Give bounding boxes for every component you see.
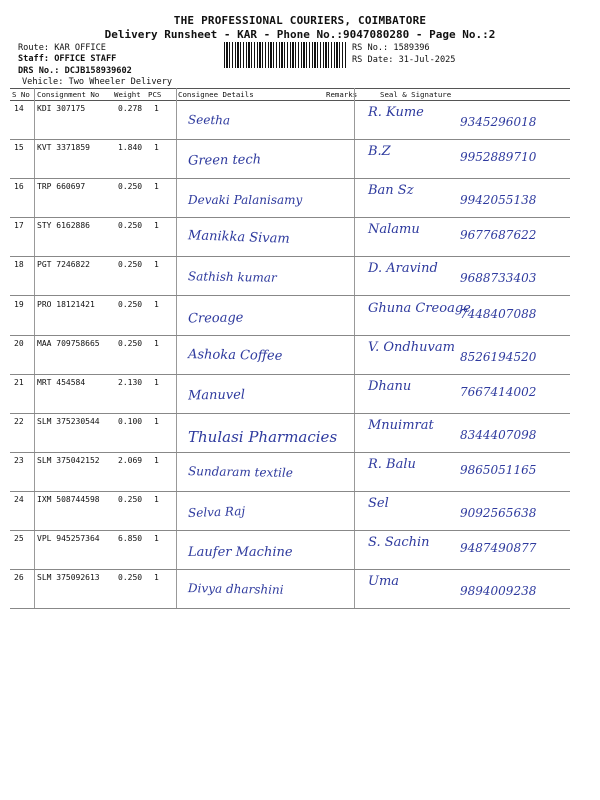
row-consignment-no: SLM 375230544 [37, 417, 100, 426]
row-weight: 0.250 [118, 573, 143, 582]
row-signature: R. Balu [368, 457, 416, 472]
row-phone: 7448407088 [460, 307, 537, 321]
row-signature: S. Sachin [368, 535, 430, 550]
row-pcs: 1 [154, 260, 159, 269]
row-pcs: 1 [154, 495, 159, 504]
rs-number: RS No.: 1589396 [352, 43, 430, 53]
row-phone: 9688733403 [460, 271, 537, 285]
table-row [0, 570, 600, 610]
table-row [0, 453, 600, 493]
row-pcs: 1 [154, 300, 159, 309]
row-consignee: Selva Raj [187, 504, 246, 520]
row-signature: Dhanu [368, 379, 412, 394]
row-separator [10, 295, 570, 296]
row-consignee: Manuvel [187, 387, 246, 404]
row-weight: 0.250 [118, 339, 143, 348]
row-consignment-no: PGT 7246822 [37, 260, 90, 269]
row-phone: 7667414002 [460, 385, 537, 399]
row-weight: 1.840 [118, 143, 143, 152]
row-phone: 9894009238 [460, 584, 537, 598]
table-row [0, 297, 600, 337]
row-phone: 9092565638 [460, 506, 537, 520]
row-weight: 0.250 [118, 300, 143, 309]
col-header-weight: Weight [114, 90, 141, 99]
row-signature: Mnuimrat [368, 418, 434, 433]
row-signature: B.Z [368, 144, 391, 159]
row-consignee: Creoage [187, 310, 244, 327]
row-sno: 14 [14, 104, 24, 113]
table-row [0, 336, 600, 376]
row-consignee: Ashoka Coffee [187, 347, 283, 364]
row-consignment-no: KDI 307175 [37, 104, 86, 113]
row-weight: 6.850 [118, 534, 143, 543]
rs-date: RS Date: 31-Jul-2025 [352, 55, 456, 65]
row-signature: Nalamu [368, 222, 420, 237]
table-row [0, 414, 600, 454]
row-pcs: 1 [154, 456, 159, 465]
row-sno: 15 [14, 143, 24, 152]
row-signature: R. Kume [368, 105, 424, 120]
row-pcs: 1 [154, 573, 159, 582]
row-weight: 0.250 [118, 221, 143, 230]
row-signature: Uma [368, 574, 400, 589]
row-sno: 19 [14, 300, 24, 309]
row-signature: Ghuna Creoage [368, 301, 471, 316]
row-consignee: Seetha [187, 112, 231, 128]
table-row [0, 531, 600, 571]
row-weight: 0.100 [118, 417, 143, 426]
row-pcs: 1 [154, 182, 159, 191]
row-weight: 2.130 [118, 378, 143, 387]
runsheet-subtitle: Delivery Runsheet - KAR - Phone No.:9047080280 - Page No.:2 [104, 28, 496, 41]
row-phone: 9345296018 [460, 115, 537, 129]
row-weight: 0.250 [118, 260, 143, 269]
row-consignment-no: TRP 660697 [37, 182, 86, 191]
row-signature: V. Ondhuvam [368, 340, 455, 355]
table-row [0, 492, 600, 532]
row-signature: Sel [368, 496, 389, 511]
row-pcs: 1 [154, 143, 159, 152]
row-pcs: 1 [154, 417, 159, 426]
row-signature: D. Aravind [368, 261, 438, 276]
table-row [0, 257, 600, 297]
table-row [0, 375, 600, 415]
row-sno: 17 [14, 221, 24, 230]
row-weight: 0.278 [118, 104, 143, 113]
col-header-consignee: Consignee Details [178, 90, 254, 99]
row-pcs: 1 [154, 104, 159, 113]
row-weight: 2.069 [118, 456, 143, 465]
row-phone: 8344407098 [460, 428, 537, 442]
table-row [0, 101, 600, 141]
col-header-sno: S No [12, 90, 30, 99]
row-consignee: Green tech [187, 152, 262, 169]
row-pcs: 1 [154, 221, 159, 230]
row-consignment-no: PRO 18121421 [37, 300, 95, 309]
col-header-seal: Seal & Signature [380, 90, 452, 99]
row-consignee: Manikka Sivam [187, 228, 290, 247]
row-signature: Ban Sz [368, 183, 414, 198]
row-phone: 9677687622 [460, 228, 537, 242]
col-header-consignment: Consignment No [37, 90, 100, 99]
row-sno: 26 [14, 573, 24, 582]
company-title: THE PROFESSIONAL COURIERS, COIMBATORE [173, 14, 427, 27]
row-consignee: Sathish kumar [187, 269, 277, 285]
row-consignment-no: IXM 508744598 [37, 495, 100, 504]
row-pcs: 1 [154, 378, 159, 387]
barcode [224, 42, 346, 68]
row-pcs: 1 [154, 534, 159, 543]
row-separator [10, 608, 570, 609]
row-sno: 16 [14, 182, 24, 191]
row-sno: 24 [14, 495, 24, 504]
row-consignment-no: KVT 3371859 [37, 143, 90, 152]
row-sno: 23 [14, 456, 24, 465]
row-phone: 9487490877 [460, 541, 537, 555]
staff-label: Staff: OFFICE STAFF [18, 54, 117, 64]
row-consignment-no: VPL 945257364 [37, 534, 100, 543]
col-header-pcs: PCS [148, 90, 162, 99]
col-header-remarks: Remarks [326, 90, 358, 99]
table-row [0, 140, 600, 180]
table-row [0, 179, 600, 219]
row-consignment-no: SLM 375042152 [37, 456, 100, 465]
row-sno: 20 [14, 339, 24, 348]
row-phone: 8526194520 [460, 350, 537, 364]
row-consignee: Divya dharshini [187, 581, 284, 597]
drs-label: DRS No.: DCJB158939602 [18, 66, 132, 76]
row-sno: 21 [14, 378, 24, 387]
route-label: Route: KAR OFFICE [18, 43, 106, 53]
row-phone: 9865051165 [460, 463, 537, 477]
row-consignment-no: SLM 375092613 [37, 573, 100, 582]
row-consignment-no: MAA 709758665 [37, 339, 100, 348]
row-consignee: Laufer Machine [188, 545, 293, 560]
row-phone: 9942055138 [460, 193, 537, 207]
row-sno: 25 [14, 534, 24, 543]
row-sno: 18 [14, 260, 24, 269]
row-weight: 0.250 [118, 495, 143, 504]
row-consignment-no: STY 6162886 [37, 221, 90, 230]
row-consignee: Devaki Palanisamy [188, 193, 303, 207]
vehicle-label: Vehicle: Two Wheeler Delivery [22, 77, 173, 87]
table-row [0, 218, 600, 258]
row-consignee: Sundaram textile [187, 464, 294, 480]
row-sno: 22 [14, 417, 24, 426]
header-top-rule [10, 88, 570, 89]
row-consignment-no: MRT 454584 [37, 378, 86, 387]
row-weight: 0.250 [118, 182, 143, 191]
row-pcs: 1 [154, 339, 159, 348]
row-consignee: Thulasi Pharmacies [188, 428, 338, 446]
row-phone: 9952889710 [460, 150, 537, 164]
